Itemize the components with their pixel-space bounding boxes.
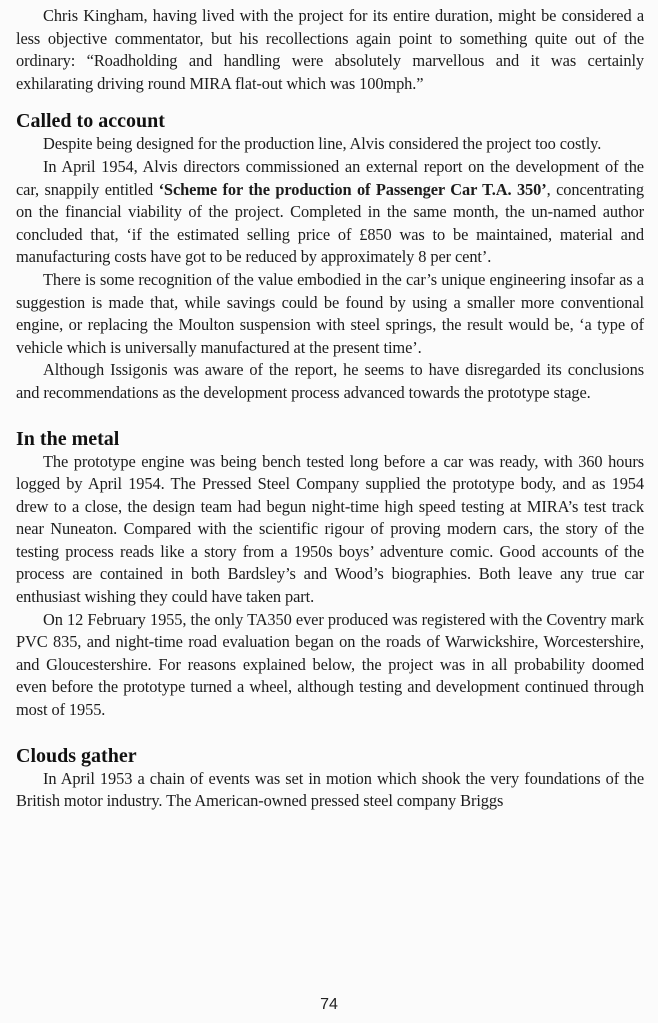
paragraph-report xyxy=(16,156,644,269)
document-page xyxy=(16,5,644,813)
paragraph-text: In April 1954, Alvis directors commissioned an external report on the development of the car, snappily entitled xyxy=(16,156,644,199)
paragraph-intro: Chris Kingham, having lived with the project for its entire duration, might be considered a less objective commentator, but his recollections again point to something quite out of the ordinary: “Roadholding and handling were absolutely marvellous and it was certainly exhilarating driving round MIRA flat-out which was 100mph.” xyxy=(16,6,644,93)
page-number: 74 xyxy=(320,996,338,1013)
paragraph: In April 1953 a chain of events was set in motion which shook the very foundations of the British motor industry. The American-owned pressed steel company Briggs xyxy=(16,768,644,811)
paragraph-text: , concentrating on the financial viability of the project. Completed in the same month, the un-named author concluded that, ‘if the estimated selling price of £850 was to be maintained, material and manufacturing costs have got to be reduced by approximately 8 per cent’. xyxy=(16,179,644,267)
heading-called-to-account: Called to account xyxy=(16,110,165,133)
paragraph: Although Issigonis was aware of the report, he seems to have disregarded its conclusions and recommendations as the development process advanced towards the prototype stage. xyxy=(16,360,644,402)
paragraph: There is some recognition of the value embodied in the car’s unique engineering insofar as a suggestion is made that, while savings could be found by using a smaller more conventional engine, or replacing the Moulton suspension with steel springs, the result would be, ‘a type of vehicle which is universally manufactured at the present time’. xyxy=(16,269,644,357)
paragraph: The prototype engine was being bench tested long before a car was ready, with 360 hours logged by April 1954. The Pressed Steel Company supplied the prototype body, and as 1954 drew to a close, the design team had begun night-time high speed testing at MIRA’s test track near Nuneaton. Compared with the scientific rigour of proving modern cars, the story of the testing process reads like a story from a 1950s boys’ adventure comic. Good accounts of the process are contained in both Bardsley’s and Wood’s biographies. Both leave any true car enthusiast wishing they could have taken part. xyxy=(16,451,644,607)
report-title: ‘Scheme for the production of Passenger Car T.A. 350’ xyxy=(158,179,547,199)
heading-clouds-gather: Clouds gather xyxy=(16,744,137,767)
paragraph: Despite being designed for the production line, Alvis considered the project too costly. xyxy=(43,134,602,154)
heading-in-the-metal: In the metal xyxy=(16,427,120,450)
paragraph: On 12 February 1955, the only TA350 ever produced was registered with the Coventry mark PVC 835, and night-time road evaluation began on the roads of Warwickshire, Worcestershire, and Gloucestershire. For reasons explained below, the project was in all probability doomed even before the prototype turned a wheel, although testing and development continued through most of 1955. xyxy=(16,609,644,720)
